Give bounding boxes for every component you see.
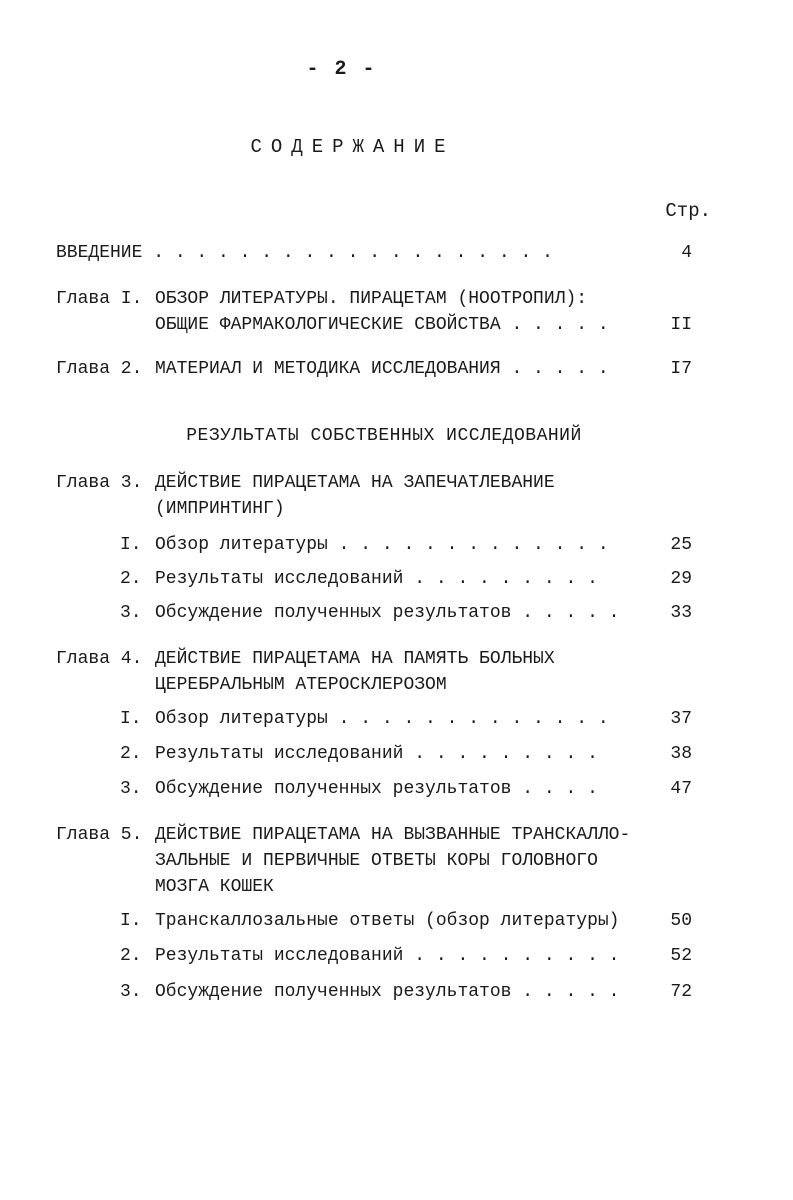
toc-page: II — [670, 315, 692, 335]
chapter-title: ОБЗОР ЛИТЕРАТУРЫ. ПИРАЦЕТАМ (НООТРОПИЛ): — [155, 289, 588, 309]
page-column-label: Стр. — [665, 200, 711, 222]
toc-entry-ch3-cont — [56, 496, 692, 522]
chapter-title-cont: (ИМПРИНТИНГ) — [155, 499, 285, 519]
sub-text: Результаты исследований . . . . . . . . . . — [155, 946, 620, 966]
sub-num: 3. — [120, 603, 142, 623]
sub-text: Обсуждение полученных результатов . . . . . — [155, 603, 620, 623]
sub-num: I. — [120, 709, 142, 729]
chapter-label: Глава 5. — [56, 825, 143, 845]
sub-text: Обзор литературы . . . . . . . . . . . . . — [155, 709, 609, 729]
sub-num: 2. — [120, 946, 142, 966]
toc-text: ВВЕДЕНИЕ . . . . . . . . . . . . . . . . . . . — [56, 243, 553, 263]
toc-page: 50 — [670, 911, 692, 931]
toc-sub-item — [56, 943, 692, 969]
toc-entry-ch4 — [56, 646, 692, 672]
chapter-title-cont: МОЗГА КОШЕК — [155, 877, 274, 897]
sub-text: Результаты исследований . . . . . . . . . — [155, 744, 598, 764]
sub-num: 2. — [120, 569, 142, 589]
sub-text: Результаты исследований . . . . . . . . . — [155, 569, 598, 589]
toc-sub-item — [56, 908, 692, 934]
toc-page: 38 — [670, 744, 692, 764]
page-title: СОДЕРЖАНИЕ — [250, 136, 455, 158]
toc-page: 47 — [670, 779, 692, 799]
chapter-title: ДЕЙСТВИЕ ПИРАЦЕТАМА НА ЗАПЕЧАТЛЕВАНИЕ — [155, 473, 555, 493]
toc-page: I7 — [670, 359, 692, 379]
sub-text: Обсуждение полученных результатов . . . . — [155, 779, 598, 799]
section-title: РЕЗУЛЬТАТЫ СОБСТВЕННЫХ ИССЛЕДОВАНИЙ — [186, 426, 582, 446]
toc-sub-item — [56, 532, 692, 558]
toc-entry-ch1-cont — [56, 312, 692, 338]
chapter-label: Глава 2. — [56, 359, 143, 379]
sub-num: 2. — [120, 744, 142, 764]
toc-entry-ch5-cont — [56, 848, 692, 874]
toc-sub-item — [56, 979, 692, 1005]
toc-page: 25 — [670, 535, 692, 555]
toc-sub-item — [56, 706, 692, 732]
toc-entry-ch5 — [56, 822, 692, 848]
sub-text: Обсуждение полученных результатов . . . . . — [155, 982, 620, 1002]
toc-entry-intro — [56, 240, 692, 266]
toc-page: 33 — [670, 603, 692, 623]
toc-sub-item — [56, 741, 692, 767]
toc-entry-ch4-cont — [56, 672, 692, 698]
chapter-label: Глава I. — [56, 289, 143, 309]
toc-entry-ch5-cont2 — [56, 874, 692, 900]
toc-page: 4 — [681, 243, 692, 263]
chapter-title-cont: ЗАЛЬНЫЕ И ПЕРВИЧНЫЕ ОТВЕТЫ КОРЫ ГОЛОВНОГО — [155, 851, 598, 871]
chapter-label: Глава 4. — [56, 649, 143, 669]
toc-page: 29 — [670, 569, 692, 589]
toc-page: 52 — [670, 946, 692, 966]
chapter-title: ДЕЙСТВИЕ ПИРАЦЕТАМА НА ВЫЗВАННЫЕ ТРАНСКАЛЛО- — [155, 825, 631, 845]
toc-page: 72 — [670, 982, 692, 1002]
toc-entry-ch3 — [56, 470, 692, 496]
sub-text: Обзор литературы . . . . . . . . . . . . . — [155, 535, 609, 555]
sub-num: 3. — [120, 779, 142, 799]
sub-text: Транскаллозальные ответы (обзор литературы) — [155, 911, 620, 931]
chapter-title-cont: ЦЕРЕБРАЛЬНЫМ АТЕРОСКЛЕРОЗОМ — [155, 675, 447, 695]
toc-sub-item — [56, 566, 692, 592]
sub-num: I. — [120, 911, 142, 931]
toc-entry-ch1 — [56, 286, 692, 312]
chapter-title: МАТЕРИАЛ И МЕТОДИКА ИССЛЕДОВАНИЯ . . . . . — [155, 359, 609, 379]
toc-sub-item — [56, 776, 692, 802]
toc-sub-item — [56, 600, 692, 626]
chapter-title-cont: ОБЩИЕ ФАРМАКОЛОГИЧЕСКИЕ СВОЙСТВА . . . . . — [155, 315, 609, 335]
toc-entry-ch2 — [56, 356, 692, 382]
sub-num: I. — [120, 535, 142, 555]
sub-num: 3. — [120, 982, 142, 1002]
chapter-title: ДЕЙСТВИЕ ПИРАЦЕТАМА НА ПАМЯТЬ БОЛЬНЫХ — [155, 649, 555, 669]
toc-page: 37 — [670, 709, 692, 729]
chapter-label: Глава 3. — [56, 473, 143, 493]
page-number: - 2 - — [306, 58, 377, 81]
